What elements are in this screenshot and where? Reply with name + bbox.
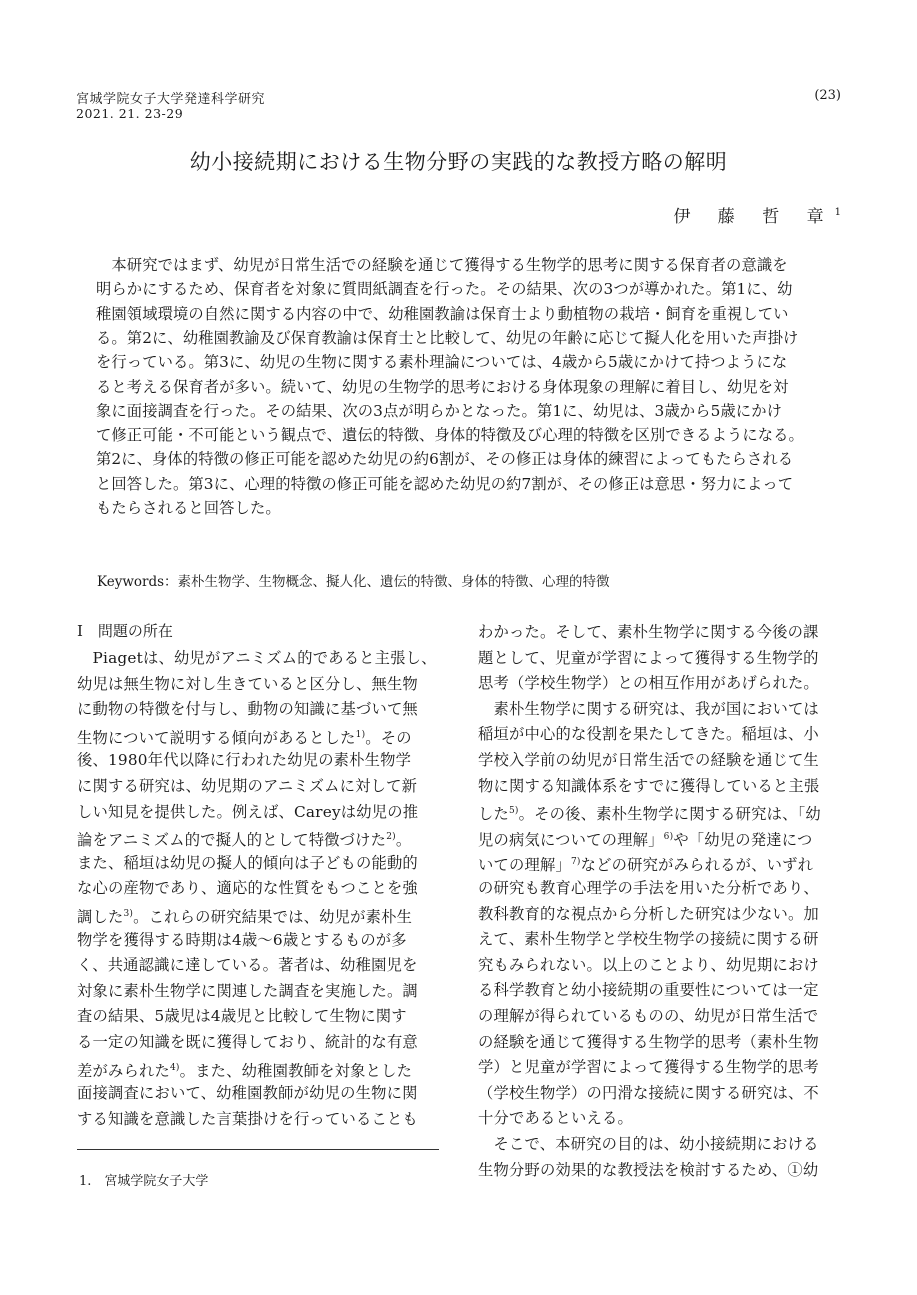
body-text: 査の結果、5歳児は4歳児と比較して生物に関す: [77, 1007, 407, 1026]
body-text-line: [478, 722, 850, 746]
body-text: に動物の特徴を付与し、動物の知識に基づいて無: [77, 700, 418, 719]
body-text-line: [478, 902, 850, 926]
journal-volume-info: 2021. 21. 23-29: [76, 106, 184, 121]
abstract-line: 明らかにするため、保育者を対象に質問紙調査を行った。その結果、次の3つが導かれた。第1に、幼: [96, 280, 793, 299]
abstract-line: と回答した。第3に、心理的特徴の修正可能を認めた幼児の約7割が、その修正は意思・努力によって: [96, 474, 794, 493]
body-text: の理解が得られているものの、幼児が日常生活で: [478, 1007, 819, 1025]
body-text: や「幼児の発達につ: [673, 830, 813, 849]
body-text-line: [478, 1081, 850, 1105]
body-text-line: [478, 671, 850, 695]
keywords: Keywords：素朴生物学、生物概念、擬人化、遺伝的特徴、身体的特徴、心理的特徴: [97, 574, 610, 590]
body-text: の研究も教育心理学の手法を用いた分析であり、: [478, 879, 819, 897]
body-text-line: [478, 697, 850, 721]
body-text: く、共通認識に達している。著者は、幼稚園児を: [77, 956, 418, 975]
body-text-line: [478, 620, 850, 644]
body-text: わかった。そして、素朴生物学に関する今後の課: [478, 623, 819, 641]
body-text: る科学教育と幼小接続期の重要性については一定: [478, 981, 819, 1000]
abstract-line: 稚園領域環境の自然に関する内容の中で、幼稚園教諭は保育士より動植物の栽培・飼育を重視してい: [96, 304, 789, 323]
citation-reference: 4): [169, 1062, 180, 1073]
journal-name: 宮城学院女子大学発達科学研究: [76, 92, 266, 107]
body-text-line: [77, 876, 447, 900]
body-text: などの研究がみられるが、いずれ: [580, 856, 814, 875]
body-text-line: [77, 1030, 447, 1054]
abstract-line: 第2に、身体的特徴の修正可能を認めた幼児の約6割が、その修正は身体的練習によってもたらされる: [96, 450, 794, 469]
body-text: また、稲垣は幼児の擬人的傾向は子どもの能動的: [77, 853, 418, 872]
body-text-line: [77, 825, 447, 849]
body-text: 素朴生物学に関する研究は、我が国においては: [478, 699, 819, 718]
body-text: 稲垣が中心的な役割を果たしてきた。稲垣は、小: [478, 725, 819, 744]
body-text-line: [77, 902, 447, 926]
body-text-line: [478, 799, 850, 823]
body-text-line: [478, 1030, 850, 1054]
abstract-line: もたらされると回答した。: [96, 499, 281, 517]
body-text: 。その: [365, 728, 412, 747]
abstract-line: ると考える保育者が多い。続いて、幼児の生物学的思考における身体現象の理解に着目し、幼児を対: [96, 377, 789, 396]
body-text-line: [77, 672, 447, 696]
body-text: そこで、本研究の目的は、幼小接続期における: [478, 1135, 819, 1153]
body-text-line: [478, 978, 850, 1002]
body-text: 。また、幼稚園教師を対象とした: [179, 1061, 413, 1080]
body-text-line: [77, 723, 447, 747]
body-text: 教科教育的な視点から分析した研究は少ない。加: [478, 904, 819, 923]
body-text: した: [478, 805, 509, 824]
body-text-line: [77, 953, 447, 977]
page-number: (23): [814, 88, 841, 103]
body-text-line: [77, 851, 447, 875]
body-text-line: [478, 1132, 850, 1156]
body-text-line: [478, 927, 850, 951]
body-text: 生物分野の効果的な教授法を検討するため、①幼: [478, 1160, 819, 1179]
body-text: 物学を獲得する時期は4歳～6歳とするものが多: [77, 930, 407, 949]
author-affiliation-mark: 1: [834, 207, 841, 218]
body-text: 幼児は無生物に対し生きていると区分し、無生物: [77, 674, 418, 693]
citation-reference: 3): [123, 909, 134, 919]
body-text: する知識を意識した言葉掛けを行っていることも: [77, 1109, 418, 1128]
body-text: 。: [395, 831, 412, 850]
body-text-line: [77, 1081, 447, 1105]
abstract-line: を行っている。第3に、幼児の生物に関する素朴理論については、4歳から5歳にかけて持つようにな: [96, 353, 788, 372]
body-text-line: [478, 646, 850, 670]
body-text-line: [478, 850, 850, 874]
body-text-line: [478, 953, 850, 977]
body-text: の経験を通じて獲得する生物学的思考（素朴生物: [478, 1032, 819, 1051]
body-text-line: [77, 774, 447, 798]
body-text: 物に関する知識体系をすでに獲得していると主張: [478, 776, 820, 795]
body-text: （学校生物学）の円滑な接続に関する研究は、不: [478, 1083, 819, 1102]
body-text-line: [77, 1107, 447, 1131]
body-text: 後、1980年代以降に行われた幼児の素朴生物学: [77, 751, 412, 770]
body-text: 論をアニミズム的で擬人的として特徴づけた: [77, 831, 387, 850]
body-text-line: [77, 979, 447, 1003]
body-text: いての理解」: [478, 856, 571, 875]
body-text: 面接調査において、幼稚園教師が幼児の生物に関: [77, 1084, 418, 1103]
author-name: 伊 藤 哲 章: [673, 207, 835, 227]
body-text-line: [77, 1004, 447, 1028]
paper-title: 幼小接続期における生物分野の実践的な教授方略の解明: [189, 150, 728, 174]
body-text-line: [77, 928, 447, 952]
body-text-line: [77, 697, 447, 721]
body-text-line: [478, 748, 850, 772]
body-text: 調した: [77, 908, 124, 926]
citation-reference: 6): [663, 831, 674, 842]
body-text-line: [478, 876, 850, 900]
author: [673, 202, 841, 227]
body-text: Piagetは、幼児がアニミズム的であると主張し、: [77, 649, 437, 667]
abstract-line: る。第2に、幼稚園教諭及び保育教諭は保育士と比較して、幼児の年齢に応じて擬人化を用いた声掛け: [96, 328, 799, 347]
citation-reference: 7): [570, 857, 581, 868]
body-text-line: [478, 1004, 850, 1028]
body-text: 題として、児童が学習によって獲得する生物学的: [478, 648, 819, 667]
body-text: 児の病気についての理解」: [478, 830, 664, 849]
body-text: な心の産物であり、適応的な性質をもつことを強: [77, 879, 418, 898]
body-text: に関する研究は、幼児期のアニミズムに対して新: [77, 777, 418, 795]
body-text: 。その後、素朴生物学に関する研究は、「幼: [518, 805, 821, 824]
footnote: 1. 宮城学院女子大学: [79, 1174, 209, 1189]
body-text: 差がみられた: [77, 1061, 170, 1080]
abstract-line: 象に面接調査を行った。その結果、次の3点が明らかとなった。第1に、幼児は、3歳から5歳にかけ: [96, 401, 783, 420]
citation-reference: 1): [355, 729, 366, 740]
body-text-line: [77, 646, 447, 670]
body-text: えて、素朴生物学と学校生物学の接続に関する研: [478, 930, 819, 949]
body-text: しい知見を提供した。例えば、Careyは幼児の推: [77, 802, 419, 821]
body-text: 究もみられない。以上のことより、幼児期におけ: [478, 955, 819, 974]
body-text-line: [77, 748, 447, 772]
citation-reference: 5): [509, 806, 519, 817]
body-text-line: [478, 1158, 850, 1182]
body-text: 十分であるといえる。: [478, 1109, 633, 1128]
body-text-line: [478, 774, 850, 798]
body-text: 学校入学前の幼児が日常生活での経験を通じて生: [478, 751, 819, 769]
body-text-line: [478, 825, 850, 849]
footnote-divider: [77, 1149, 439, 1150]
body-text: 対象に素朴生物学に関連した調査を実施した。調: [77, 981, 418, 1000]
body-text-line: [478, 1055, 850, 1079]
body-text: 生物について説明する傾向があるとした: [77, 728, 356, 747]
citation-reference: 2): [386, 832, 396, 843]
section-heading: Ⅰ 問題の所在: [77, 622, 173, 640]
body-text: 思考（学校生物学）との相互作用があげられた。: [478, 674, 819, 693]
abstract-line: 本研究ではまず、幼児が日常生活での経験を通じて獲得する生物学的思考に関する保育者の意識を: [96, 256, 788, 274]
body-text-line: [77, 1056, 447, 1080]
abstract-line: て修正可能・不可能という観点で、遺伝的特徴、身体的特徴及び心理的特徴を区別できるようになる。: [96, 426, 804, 445]
body-text: 学）と児童が学習によって獲得する生物学的思考: [478, 1058, 819, 1077]
body-text: る一定の知識を既に獲得しており、統計的な有意: [77, 1033, 418, 1051]
body-text: 。これらの研究結果では、幼児が素朴生: [133, 908, 413, 926]
body-text-line: [77, 800, 447, 824]
body-text-line: [478, 1106, 850, 1130]
